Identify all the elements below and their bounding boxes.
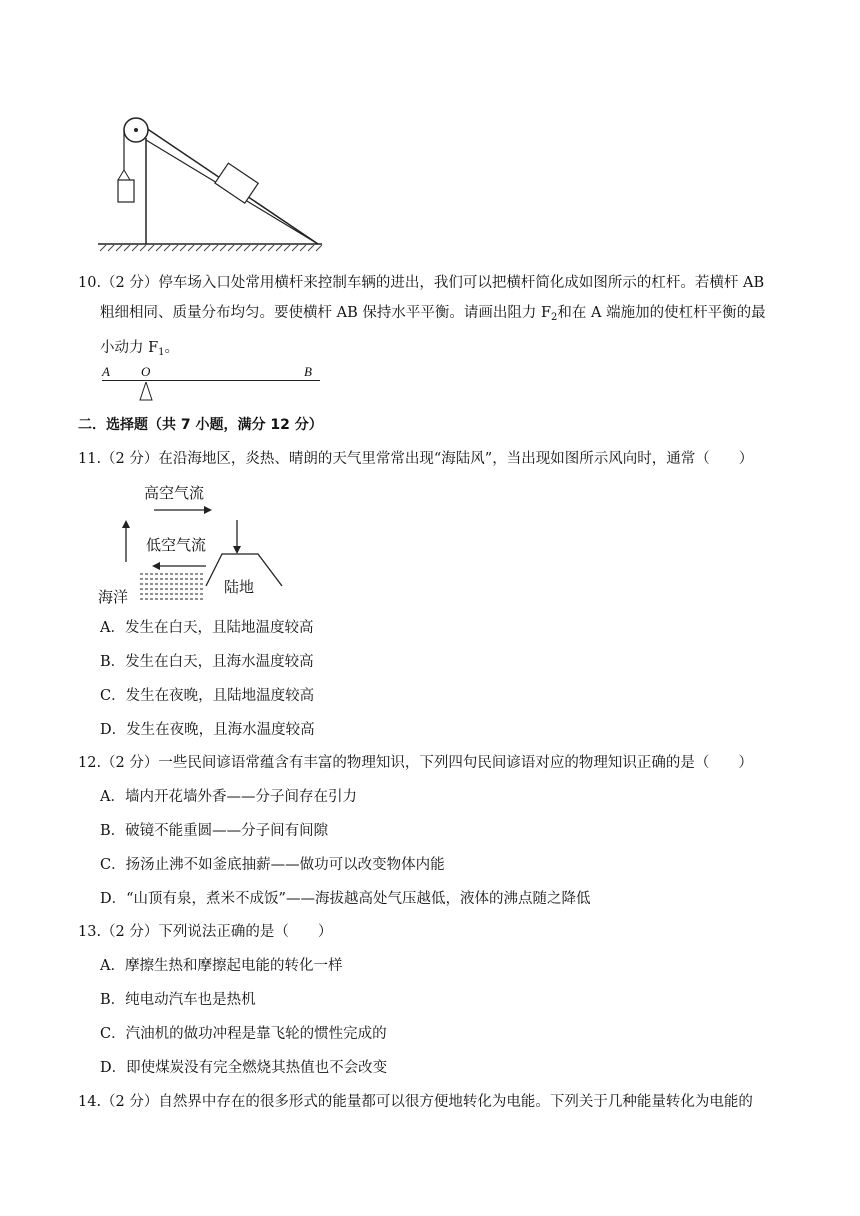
- q10-stem-line2: 粗细相同、质量分布均匀。要使横杆 AB 保持水平平衡。请画出阻力 $F_2$和在 A 端施加的使杠杆平衡的最: [100, 305, 766, 323]
- fulcrum-triangle: [139, 382, 153, 402]
- q12-option-d: D．“山顶有泉，煮米不成饭”——海拔越高处气压越低，液体的沸点随之降低: [100, 891, 591, 907]
- q11-option-a: A．发生在白天，且陆地温度较高: [100, 620, 314, 636]
- lever-figure: [100, 366, 320, 404]
- lever-label-o: O: [141, 364, 151, 379]
- pulley-incline-figure: [90, 108, 330, 254]
- q11-option-d: D．发生在夜晚，且海水温度较高: [100, 722, 315, 738]
- q13-stem: 13.（2 分）下列说法正确的是（ ）: [78, 924, 333, 940]
- sea-land-breeze-figure: [96, 478, 296, 608]
- land-label: 陆地: [224, 578, 255, 596]
- q14-stem: 14.（2 分）自然界中存在的很多形式的能量都可以很方便地转化为电能。下列关于几种能量转化为电能的: [78, 1094, 753, 1110]
- low-air-label: 低空气流: [146, 536, 207, 554]
- q13-option-c: C．汽油机的做功冲程是靠飞轮的惯性完成的: [100, 1026, 387, 1042]
- q12-option-b: B．破镜不能重圆——分子间有间隙: [100, 823, 329, 839]
- q11-option-b: B．发生在白天，且海水温度较高: [100, 654, 314, 670]
- q12-stem: 12.（2 分）一些民间谚语常蕴含有丰富的物理知识，下列四句民间谚语对应的物理知识正确的是（ ）: [78, 755, 753, 771]
- q12-option-c: C．扬汤止沸不如釜底抽薪——做功可以改变物体内能: [100, 857, 445, 873]
- lever-bar: [102, 380, 320, 381]
- section-title: 二．选择题（共 7 小题，满分 12 分）: [78, 417, 323, 433]
- q10-stem-line3: 小动力 $F_1$。: [100, 340, 180, 358]
- q10-stem-line1: 10.（2 分）停车场入口处常用横杆来控制车辆的进出，我们可以把横杆简化成如图所示的杠杆。若横杆 AB: [78, 275, 765, 291]
- q11-stem: 11.（2 分）在沿海地区，炎热、晴朗的天气里常常出现“海陆风”，当出现如图所示风向时，通常（ ）: [78, 451, 754, 467]
- breeze-arrows: [96, 478, 296, 608]
- q12-option-a: A．墙内开花墙外香——分子间存在引力: [100, 789, 357, 805]
- lever-label-a: A: [102, 364, 110, 379]
- high-air-label: 高空气流: [144, 484, 205, 502]
- sea-label: 海洋: [98, 588, 129, 606]
- q13-option-a: A．摩擦生热和摩擦起电能的转化一样: [100, 958, 343, 974]
- q11-option-c: C．发生在夜晚，且陆地温度较高: [100, 688, 315, 704]
- q13-option-b: B．纯电动汽车也是热机: [100, 992, 256, 1008]
- lever-label-b: B: [304, 364, 312, 379]
- q13-option-d: D．即使煤炭没有完全燃烧其热值也不会改变: [100, 1060, 388, 1076]
